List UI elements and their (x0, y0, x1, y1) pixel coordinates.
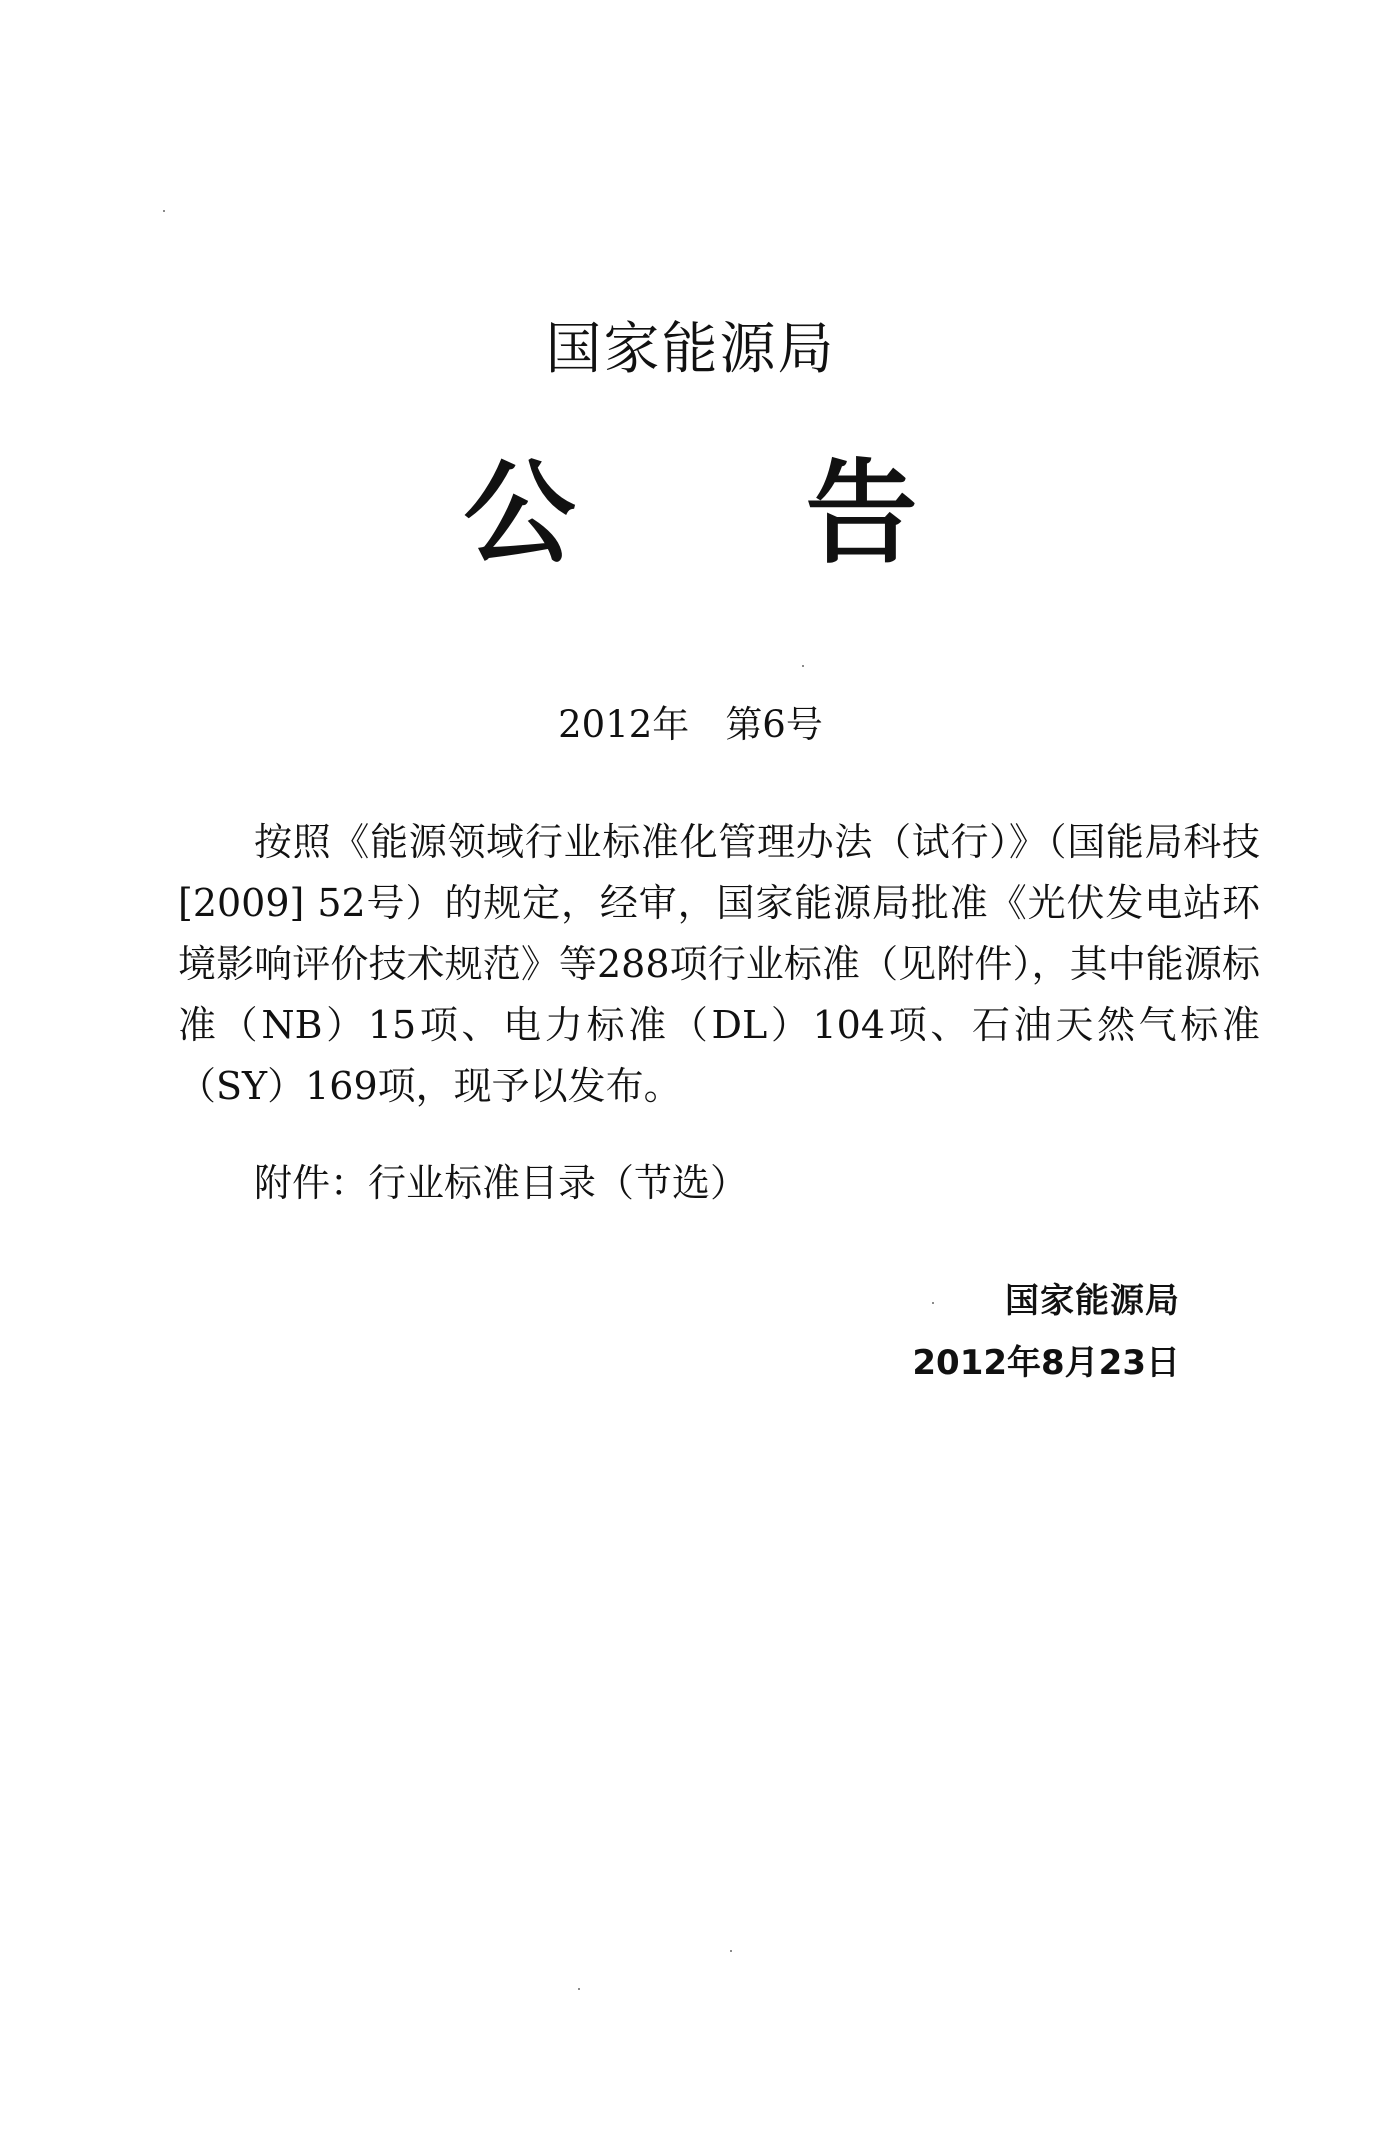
scan-speck (578, 1988, 580, 1990)
signature-date: 2012年8月23日 (912, 1343, 1180, 1383)
scan-speck (163, 210, 165, 212)
attachment-line: 附件：行业标准目录（节选） (254, 1161, 749, 1205)
scan-speck (802, 665, 804, 667)
document-number (0, 703, 1381, 746)
issuer-name: 国家能源局 (545, 317, 836, 382)
document-year: 2012年 (558, 703, 690, 746)
scan-speck (730, 1950, 732, 1952)
scan-speck (932, 1302, 934, 1304)
document-issue-number: 第6号 (725, 703, 823, 746)
announcement-paragraph: 按照《能源领域行业标准化管理办法（试行）》（国能局科技[2009] 52号）的规定，经审，国家能源局批准《光伏发电站环境影响评价技术规范》等288项行业标准（见附件），其中能源标准（NB）15项、电力标准（DL）104项、石油天然气标准（SY）169项，现予以发布。 (178, 820, 1260, 1108)
signature-block (860, 1281, 1180, 1383)
notice-title-right: 告 (805, 449, 918, 579)
signature-organization: 国家能源局 (1005, 1281, 1180, 1321)
notice-title (0, 449, 1381, 579)
notice-title-left: 公 (463, 449, 576, 579)
